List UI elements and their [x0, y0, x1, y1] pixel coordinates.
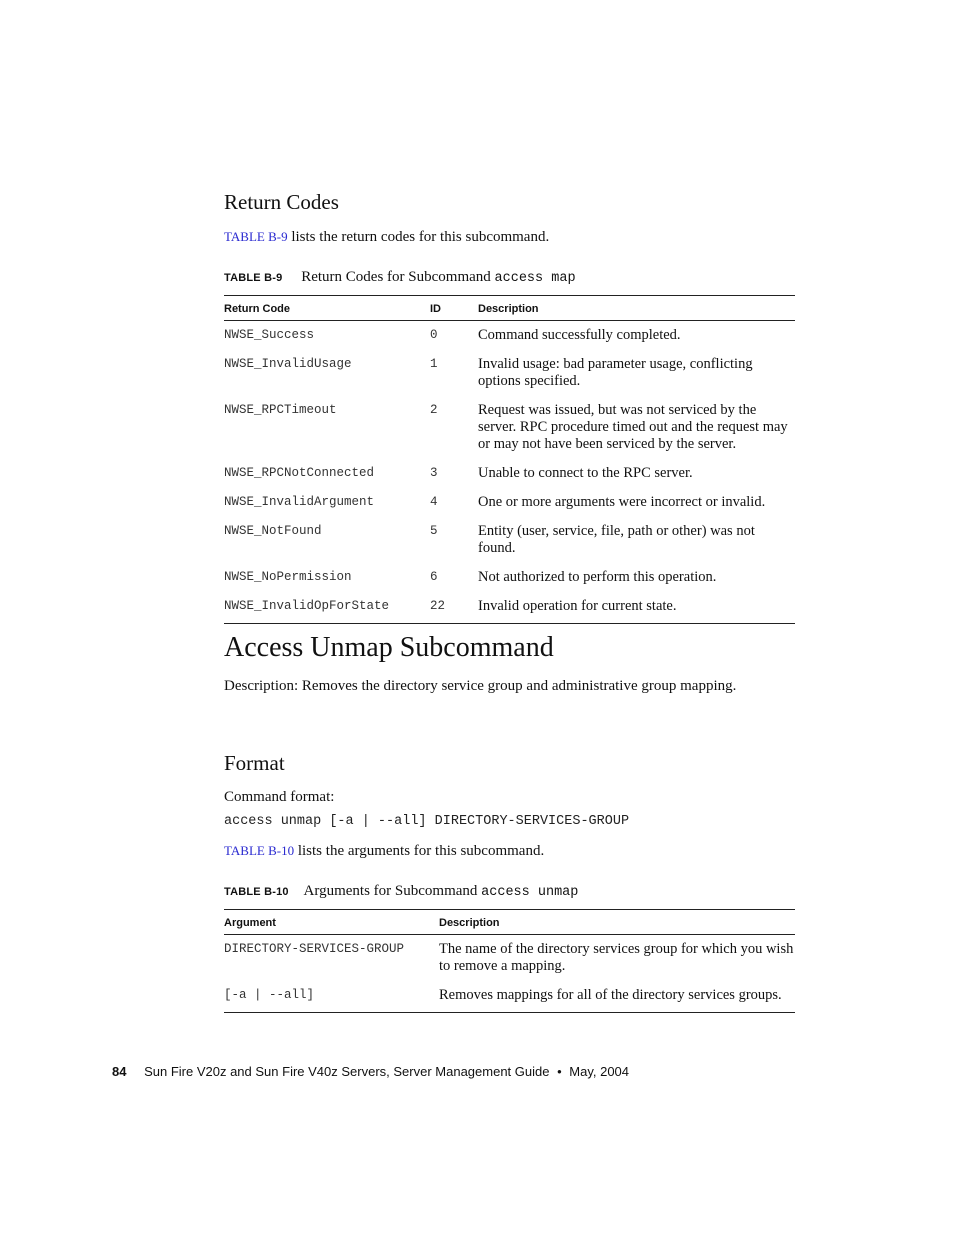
footer-bullet: • — [557, 1064, 562, 1079]
arguments-intro — [224, 842, 544, 860]
description-cell: Unable to connect to the RPC server. — [478, 465, 693, 481]
id-cell: 2 — [430, 403, 438, 417]
table-b10-caption-code: access unmap — [481, 885, 579, 900]
return-code-cell: NWSE_NoPermission — [224, 570, 352, 584]
column-header-id: ID — [430, 303, 441, 315]
return-code-cell: NWSE_InvalidArgument — [224, 495, 375, 509]
command-syntax: access unmap [-a | --all] DIRECTORY-SERVICES-GROUP — [224, 814, 630, 829]
table-b10-caption-text: Arguments for Subcommand — [303, 883, 482, 899]
return-codes-intro-text: lists the return codes for this subcommand. — [287, 229, 550, 245]
arguments-intro-text: lists the arguments for this subcommand. — [294, 843, 545, 859]
table-row — [224, 352, 795, 398]
table-b9-caption-label: TABLE B-9 — [224, 272, 283, 284]
return-code-cell: NWSE_RPCNotConnected — [224, 466, 375, 480]
page-number: 84 — [112, 1064, 127, 1079]
description-cell: Invalid usage: bad parameter usage, conflicting options specified. — [478, 356, 753, 389]
column-header-return-code: Return Code — [224, 303, 290, 315]
table-header-row — [224, 296, 795, 321]
id-cell: 3 — [430, 466, 438, 480]
return-code-cell: NWSE_InvalidUsage — [224, 357, 352, 371]
description-cell: Request was issued, but was not serviced by the server. RPC procedure timed out and the request may or may not have been serviced by the server. — [478, 402, 788, 452]
table-row — [224, 398, 795, 461]
table-row — [224, 935, 795, 984]
return-code-cell: NWSE_RPCTimeout — [224, 403, 337, 417]
description-cell: One or more arguments were incorrect or invalid. — [478, 494, 766, 510]
section-heading-access-unmap: Access Unmap Subcommand — [224, 632, 554, 663]
table-b9-link[interactable]: TABLE B-9 — [224, 229, 288, 244]
table-row — [224, 519, 795, 565]
section-heading-format: Format — [224, 751, 285, 775]
id-cell: 0 — [430, 328, 438, 342]
return-code-cell: NWSE_NotFound — [224, 524, 322, 538]
description-cell: Command successfully completed. — [478, 327, 681, 343]
table-row — [224, 490, 795, 519]
footer-date: May, 2004 — [569, 1064, 630, 1079]
table-b9-caption — [224, 267, 576, 288]
table-header-row — [224, 910, 795, 935]
id-cell: 4 — [430, 495, 438, 509]
description-cell: Invalid operation for current state. — [478, 598, 677, 614]
column-header-argument: Argument — [224, 917, 276, 929]
table-row — [224, 461, 795, 490]
table-b10-caption — [224, 881, 578, 902]
page-footer — [112, 1064, 629, 1079]
table-b9-caption-text: Return Codes for Subcommand — [301, 269, 495, 285]
return-code-cell: NWSE_Success — [224, 328, 315, 342]
column-header-description: Description — [478, 303, 539, 315]
table-row — [224, 983, 795, 1013]
id-cell: 5 — [430, 524, 438, 538]
description-cell: Removes mappings for all of the directory services groups. — [439, 987, 782, 1003]
description-cell: The name of the directory services group for which you wish to remove a mapping. — [439, 941, 794, 974]
table-b10-link[interactable]: TABLE B-10 — [224, 843, 295, 858]
argument-cell: [-a | --all] — [224, 988, 315, 1002]
column-header-description: Description — [439, 917, 500, 929]
return-codes-intro — [224, 228, 549, 246]
description-cell: Not authorized to perform this operation. — [478, 569, 717, 585]
access-unmap-description: Description: Removes the directory service group and administrative group mapping. — [224, 678, 737, 694]
return-code-cell: NWSE_InvalidOpForState — [224, 599, 390, 613]
table-b9-caption-code: access map — [494, 271, 576, 286]
return-codes-table — [224, 295, 795, 624]
id-cell: 1 — [430, 357, 438, 371]
command-format-label: Command format: — [224, 789, 335, 805]
table-b10-caption-label: TABLE B-10 — [224, 886, 289, 898]
table-row — [224, 321, 795, 353]
argument-cell: DIRECTORY-SERVICES-GROUP — [224, 942, 405, 956]
section-heading-return-codes: Return Codes — [224, 190, 339, 214]
table-row — [224, 594, 795, 624]
description-cell: Entity (user, service, file, path or other) was not found. — [478, 523, 755, 556]
id-cell: 6 — [430, 570, 438, 584]
arguments-table — [224, 909, 795, 1013]
id-cell: 22 — [430, 599, 446, 613]
table-row — [224, 565, 795, 594]
footer-title: Sun Fire V20z and Sun Fire V40z Servers, Server Management Guide — [144, 1064, 550, 1079]
